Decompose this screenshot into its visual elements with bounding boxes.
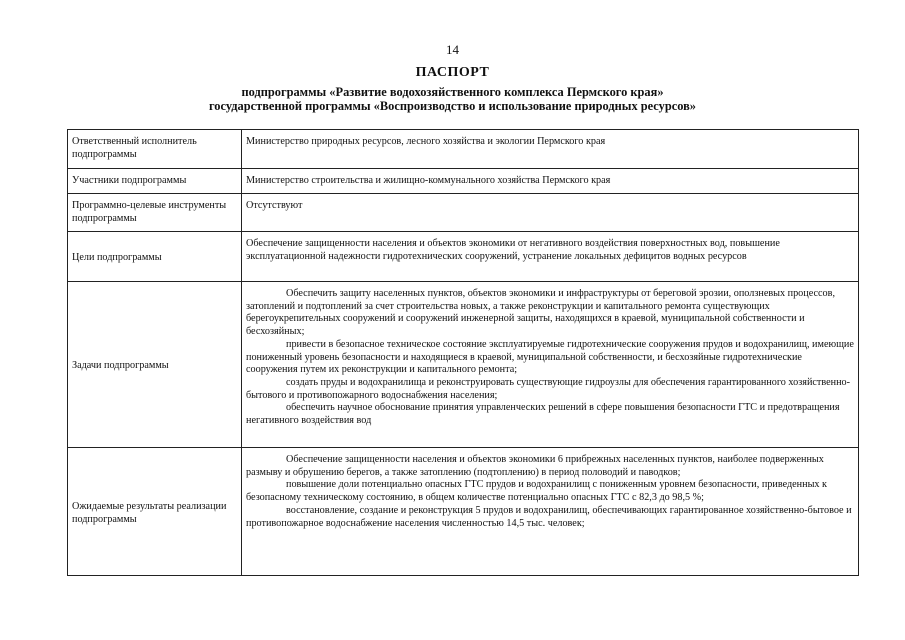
row-label-instruments: Программно-целевые инструменты подпрограммы <box>68 194 242 232</box>
row-content-responsible <box>242 130 859 169</box>
content-paragraph: Обеспечение защищенности населения и объектов экономики от негативного воздействия поверхностных вод, повышение эксплуатационной надежности гидротехнических сооружений, устранение локальных дефицитов водных ресурсов <box>246 238 780 262</box>
row-label-responsible: Ответственный исполнитель подпрограммы <box>68 130 242 169</box>
content-paragraph: создать пруды и водохранилища и реконструировать существующие гидроузлы для обеспечения гарантированного хозяйственно-бытового и противопожарного водоснабжения населения; <box>246 376 851 401</box>
content-paragraph: Обеспечение защищенности населения и объектов экономики 6 прибрежных населенных пунктов, наиболее подверженных размыву и обрушению берегов, а также затоплению (подтоплению) в период половодий и паводков; <box>246 454 824 478</box>
row-content-goals <box>242 232 859 282</box>
row-content-results <box>242 448 859 576</box>
row-label-participants: Участники подпрограммы <box>68 169 242 194</box>
table-row <box>68 169 859 194</box>
table-row <box>68 232 859 282</box>
row-content-participants <box>242 169 859 194</box>
subtitle-line-1: подпрограммы «Развитие водохозяйственного комплекса Пермского края» <box>241 85 664 99</box>
content-paragraph: обеспечить научное обоснование принятия управленческих решений в сфере повышения безопасности ГТС и предотвращения негативного воздействия вод <box>246 402 840 427</box>
row-label-results: Ожидаемые результаты реализации подпрограммы <box>68 448 242 576</box>
content-paragraph: повышение доли потенциально опасных ГТС прудов и водохранилищ с пониженным уровнем безопасности, приведенных к безопасному техническому состоянию, в общем количестве потенциально опасных ГТС с 82,3 до 98,5 %; <box>246 479 828 504</box>
content-paragraph: Министерство природных ресурсов, лесного хозяйства и экологии Пермского края <box>246 136 606 147</box>
content-paragraph: привести в безопасное техническое состояние эксплуатируемые гидротехнические сооружения прудов и водохранилищ, имеющие пониженный уровень безопасности и находящиеся в краевой, муниципальной собственности, и бесхозяйные гидротехнические сооружения путем их реконструкции и капитального ремонта; <box>246 338 854 376</box>
passport-table <box>67 129 859 576</box>
table-row <box>68 194 859 232</box>
row-label-tasks: Задачи подпрограммы <box>68 282 242 448</box>
document-subtitle <box>0 85 905 113</box>
row-content-tasks <box>242 282 859 448</box>
content-paragraph: Отсутствуют <box>246 200 303 211</box>
table-row <box>68 130 859 169</box>
content-paragraph: Министерство строительства и жилищно-коммунального хозяйства Пермского края <box>246 175 611 186</box>
row-content-instruments <box>242 194 859 232</box>
content-paragraph: восстановление, создание и реконструкция 5 прудов и водохранилищ, обеспечивающих гарантированное хозяйственно-бытовое и противопожарное водоснабжение населения численностью 14,5 тыс. человек; <box>246 504 852 529</box>
table-row <box>68 448 859 576</box>
row-label-goals: Цели подпрограммы <box>68 232 242 282</box>
page-number: 14 <box>446 42 459 57</box>
content-paragraph: Обеспечить защиту населенных пунктов, объектов экономики и инфраструктуры от береговой эрозии, оползневых процессов, затоплений и подтоплений за счет строительства новых, а также реконструкции и капитального ремонта существующих берегоукрепительных сооружений и сооружений инженерной защиты, находящихся в краевой, муниципальной собственности и бесхозяйных; <box>246 288 836 338</box>
document-heading: ПАСПОРТ <box>415 65 490 80</box>
table-row <box>68 282 859 448</box>
subtitle-line-2: государственной программы «Воспроизводство и использование природных ресурсов» <box>208 99 696 113</box>
